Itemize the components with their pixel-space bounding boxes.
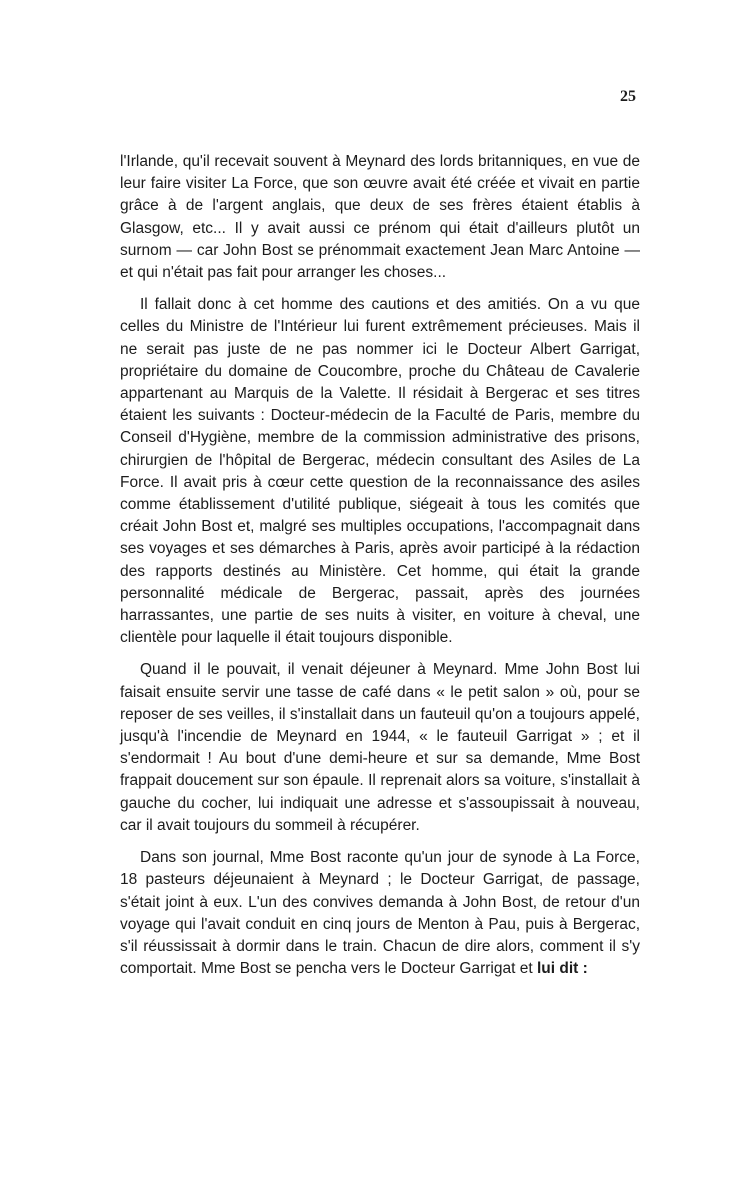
- body-text: [120, 151, 640, 980]
- paragraph-1: l'Irlande, qu'il recevait souvent à Meynard des lords britanniques, en vue de leur faire visiter La Force, que son œuvre avait été créée et vivait en partie grâce à de l'argent anglais, que deux de ses frères étaient établis à Glasgow, etc... Il y avait aussi ce prénom qui était d'ailleurs plutôt un surnom — car John Bost se prénommait exactement Jean Marc Antoine — et qui n'était pas fait pour arranger les choses...: [120, 153, 640, 282]
- paragraph-4-text: Dans son journal, Mme Bost raconte qu'un jour de synode à La Force, 18 pasteurs déjeunaient à Meynard ; le Docteur Garrigat, de passage, s'était joint à eux. L'un des convives demanda à John Bost, de retour d'un voyage qui l'avait conduit en cinq jours de Menton à Pau, puis à Bergerac, s'il réussissait à dormir dans le train. Chacun de dire alors, comment il s'y comportait. Mme Bost se pencha vers le Docteur Garrigat et: [120, 849, 640, 978]
- paragraph-3: Quand il le pouvait, il venait déjeuner à Meynard. Mme John Bost lui faisait ensuite servir une tasse de café dans « le petit salon » où, pour se reposer de ses veilles, il s'installait dans un fauteuil qu'on a toujours appelé, jusqu'à l'incendie de Meynard en 1944, « le fauteuil Garrigat » ; et il s'endormait ! Au bout d'une demi-heure et sur sa demande, Mme Bost frappait doucement sur son épaule. Il reprenait alors sa voiture, s'installait à gauche du cocher, lui indiquait une adresse et s'assoupissait à nouveau, car il avait toujours du sommeil à récupérer.: [120, 661, 640, 834]
- page-number: 25: [620, 88, 636, 105]
- paragraph-4: [120, 847, 640, 980]
- closing-phrase: lui dit :: [536, 960, 588, 978]
- paragraph-2: Il fallait donc à cet homme des cautions et des amitiés. On a vu que celles du Ministre de l'Intérieur lui furent extrêmement précieuses. Mais il ne serait pas juste de ne pas nommer ici le Docteur Albert Garrigat, propriétaire du domaine de Coucombre, proche du Château de Cavalerie appartenant au Marquis de la Valette. Il résidait à Bergerac et ses titres étaient les suivants : Docteur-médecin de la Faculté de Paris, membre du Conseil d'Hygiène, membre de la commission administrative des prisons, chirurgien de l'hôpital de Bergerac, médecin consultant des Asiles de La Force. Il avait pris à cœur cette question de la reconnaissance des asiles comme établissement d'utilité publique, siégeait à tous les comités que créait John Bost et, malgré ses multiples occupations, l'accompagnait dans ses voyages et ses démarches à Paris, après avoir participé à la rédaction des rapports destinés au Ministère. Cet homme, qui était la grande personnalité médicale de Bergerac, passait, après des journées harrassantes, une partie de ses nuits à visiter, en voiture à cheval, une clientèle pour laquelle il était toujours disponible.: [120, 296, 640, 647]
